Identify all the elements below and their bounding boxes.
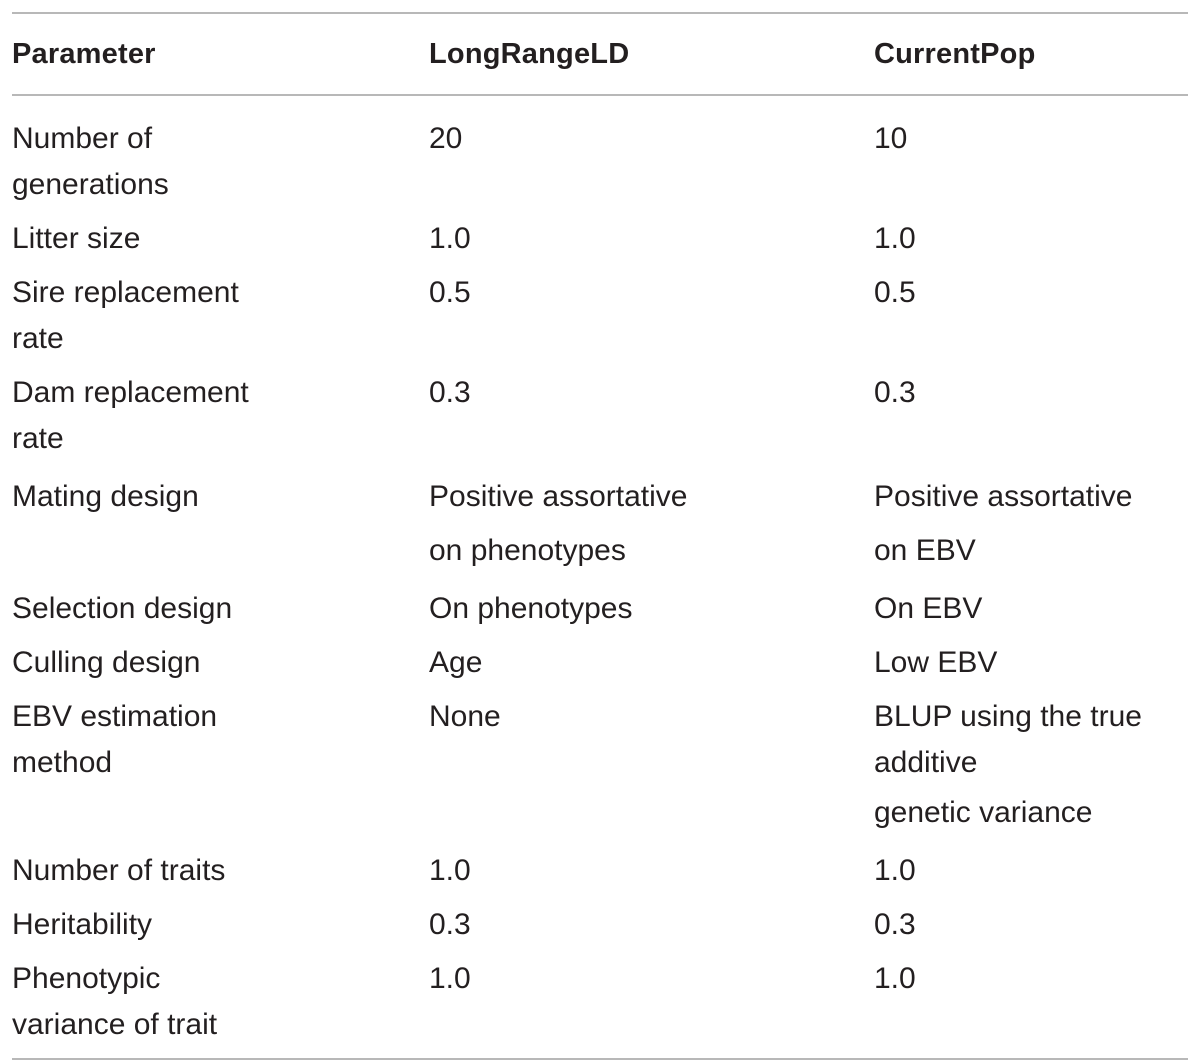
cell-currentpop (874, 902, 1188, 948)
cell-currentpop (874, 470, 1188, 578)
cell-parameter (12, 470, 429, 524)
cell-line: Number of traits (12, 854, 226, 887)
cell-currentpop (874, 848, 1188, 894)
bottom-rule (12, 1058, 1188, 1060)
table-row (12, 902, 1188, 948)
cell-line: rate (12, 422, 64, 455)
cell-line: Culling design (12, 646, 201, 679)
cell-line: Number of (12, 122, 153, 155)
cell-line: BLUP using the true (874, 700, 1142, 733)
cell-line: generations (12, 168, 169, 201)
cell-currentpop (874, 956, 1188, 1002)
table-row (12, 694, 1188, 840)
cell-line: 1.0 (429, 854, 471, 887)
cell-parameter (12, 216, 429, 262)
cell-currentpop (874, 370, 1188, 416)
table-row (12, 586, 1188, 632)
parameter-table (12, 12, 1188, 1060)
table-row (12, 216, 1188, 262)
cell-parameter (12, 640, 429, 686)
table-row (12, 956, 1188, 1048)
cell-longrangeld (429, 848, 874, 894)
cell-line: 0.3 (429, 376, 471, 409)
cell-longrangeld (429, 216, 874, 262)
cell-line: on EBV (874, 534, 976, 567)
cell-currentpop (874, 270, 1188, 316)
cell-line: method (12, 746, 113, 779)
cell-parameter (12, 270, 429, 362)
cell-line: Low EBV (874, 646, 998, 679)
cell-parameter (12, 902, 429, 948)
cell-line: Dam replacement (12, 376, 249, 409)
table-row (12, 640, 1188, 686)
cell-line: rate (12, 322, 64, 355)
cell-line: On phenotypes (429, 592, 633, 625)
cell-line: EBV estimation (12, 700, 218, 733)
table-row (12, 470, 1188, 578)
cell-currentpop (874, 116, 1188, 162)
cell-line: Sire replacement (12, 276, 239, 309)
cell-line: additive (874, 746, 978, 779)
header-longrangeld: LongRangeLD (429, 38, 630, 70)
cell-line: on phenotypes (429, 534, 626, 567)
cell-parameter (12, 848, 429, 894)
cell-longrangeld (429, 370, 874, 416)
cell-line: 20 (429, 122, 463, 155)
cell-longrangeld (429, 270, 874, 316)
cell-parameter (12, 116, 429, 208)
cell-parameter (12, 370, 429, 462)
cell-line: 0.3 (429, 908, 471, 941)
cell-line: On EBV (874, 592, 983, 625)
table-row (12, 370, 1188, 462)
table-row (12, 848, 1188, 894)
cell-line: Heritability (12, 908, 153, 941)
cell-longrangeld (429, 902, 874, 948)
cell-line: Litter size (12, 222, 141, 255)
table-row (12, 270, 1188, 362)
cell-longrangeld (429, 586, 874, 632)
cell-line: Selection design (12, 592, 233, 625)
cell-line: None (429, 700, 501, 733)
cell-line: 1.0 (874, 854, 916, 887)
cell-line: 0.5 (429, 276, 471, 309)
cell-longrangeld (429, 470, 874, 578)
cell-longrangeld (429, 640, 874, 686)
cell-longrangeld (429, 956, 874, 1002)
cell-line: Phenotypic (12, 962, 161, 995)
table-row (12, 116, 1188, 208)
cell-line: 1.0 (429, 222, 471, 255)
header-parameter: Parameter (12, 38, 156, 70)
cell-currentpop (874, 640, 1188, 686)
cell-line: Age (429, 646, 483, 679)
cell-line: 1.0 (429, 962, 471, 995)
cell-line: Mating design (12, 480, 199, 513)
cell-parameter (12, 956, 429, 1048)
cell-longrangeld (429, 694, 874, 740)
cell-line: 10 (874, 122, 908, 155)
cell-currentpop (874, 586, 1188, 632)
cell-line: 1.0 (874, 962, 916, 995)
table-body (12, 96, 1188, 1052)
cell-line: genetic variance (874, 796, 1093, 829)
cell-line: Positive assortative (874, 480, 1133, 513)
cell-line: Positive assortative (429, 480, 688, 513)
cell-currentpop (874, 216, 1188, 262)
cell-line: 0.3 (874, 908, 916, 941)
cell-currentpop (874, 694, 1188, 840)
cell-line: variance of trait (12, 1008, 218, 1041)
cell-parameter (12, 694, 429, 786)
table-header-row (12, 14, 1188, 94)
cell-line: 0.3 (874, 376, 916, 409)
cell-longrangeld (429, 116, 874, 162)
cell-line: 0.5 (874, 276, 916, 309)
header-currentpop: CurrentPop (874, 38, 1036, 70)
cell-line: 1.0 (874, 222, 916, 255)
cell-parameter (12, 586, 429, 632)
